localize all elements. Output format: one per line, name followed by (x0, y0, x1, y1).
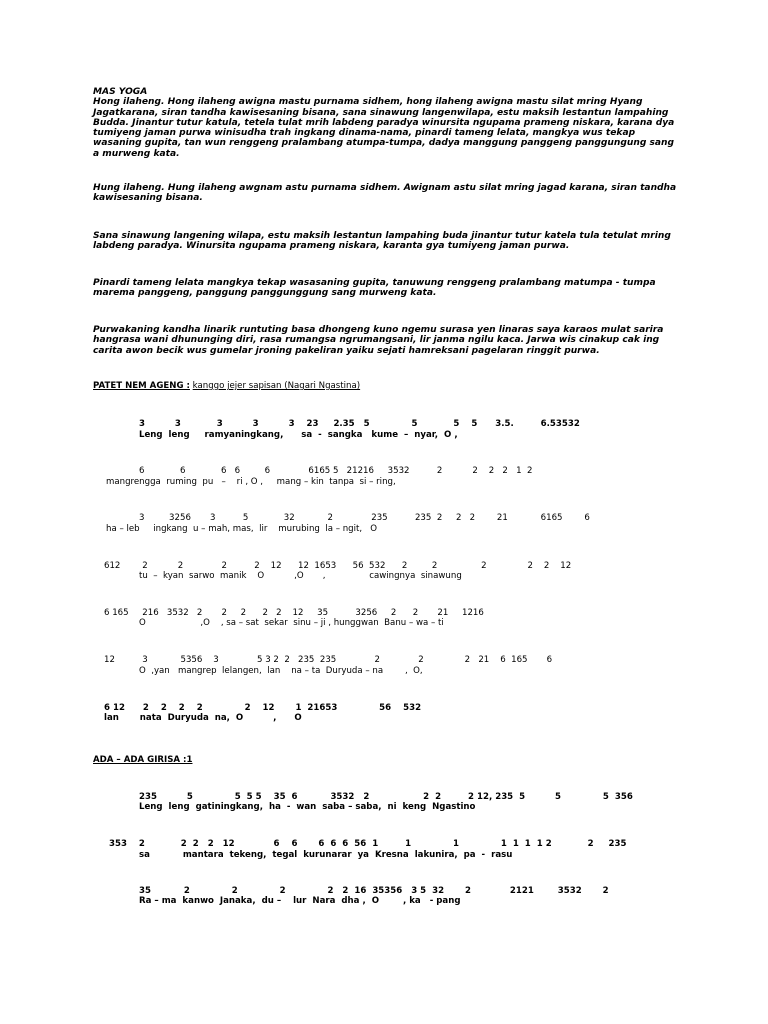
notation-line: 6 12 2 2 2 2 2 12 1 21653 56 532 (104, 703, 422, 713)
paragraph-text: Hung ilaheng. Hung ilaheng awgnam astu purnama sidhem. Awignam astu silat mring jagad karana, siran tandha kawisesaning bisana. (93, 183, 677, 204)
paragraph-text: Purwakaning kandha linarik runtuting basa dhongeng kuno ngemu surasa yen linaras saya karaos mulat sarira hangrasa wani dhununging diri, rasa rumangsa ngrumangsani, lir janma ngilu kaca. Jarwa wis cinakup cak ing carita awon becik wus gumelar jroning pakeliran yaiku sejati hamreksani pagelaran ringgit purwa. (93, 325, 664, 356)
intro-paragraph-2 (93, 183, 683, 204)
notation-line: 612 2 2 2 2 12 12 1653 56 532 2 2 2 2 2 12 (104, 561, 572, 571)
intro-paragraph-5 (93, 325, 683, 356)
lyric-line: ha – leb ingkang u – mah, mas, lir murubing la – ngit, O (106, 524, 378, 534)
notation-line: 3 3 3 3 3 23 2.35 5 5 5 5 3.5. 6.53532 (139, 419, 580, 429)
intro-paragraph-3 (93, 231, 683, 252)
lyric-line: Leng leng ramyaningkang, sa - sangka kume – nyar, O , (139, 430, 458, 440)
notation-line: 235 5 5 5 5 35 6 3532 2 2 2 2 12, 235 5 5 5 356 (139, 792, 633, 802)
intro-paragraph-1: Hong ilaheng. Hong ilaheng awigna mastu purnama sidhem, hong ilaheng awigna mastu silat mring Hyang Jagatkarana, siran tandha kawisesaning bisana, sana sinawung langenwilapa, estu maksih lestantun lampahing Budda. Jinantur tutur katula, tetela tulat mrih labdeng paradya winursita ngupama prameng niskara, karana dya tumiyeng jaman purwa winisudha trah ingkang dinama-nama, pinardi tameng lelata, mangkya wus tekap wasaning gupita, tan wun renggeng pralambang atumpa-tumpa, dadya manggung panggeng panggungung sang a murweng kata. (93, 97, 675, 159)
section-heading-patet (93, 381, 360, 391)
notation-line: 353 2 2 2 2 12 6 6 6 6 6 56 1 1 1 1 1 1 1 2 2 235 (109, 839, 627, 849)
lyric-line: tu – kyan sarwo manik O ,O , cawingnya sinawung (139, 571, 462, 581)
lyric-line: O ,yan mangrep lelangen, lan na – ta Duryuda – na , O, (139, 666, 423, 676)
lyric-line: mangrengga ruming pu – ri , O , mang – kin tanpa si – ring, (106, 477, 396, 487)
section-note: kanggo jejer sapisan (Nagari Ngastina) (192, 381, 361, 391)
lyric-line: lan nata Duryuda na, O , O (104, 713, 302, 723)
section-title: PATET NEM AGENG : (93, 381, 190, 391)
notation-line: 6 6 6 6 6 6165 5 21216 3532 2 2 2 2 1 2 (139, 466, 533, 476)
lyric-line: Ra – ma kanwo Janaka, du – lur Nara dha , O , ka - pang (139, 896, 461, 906)
lyric-line: sa mantara tekeng, tegal kurunarar ya Kresna lakunira, pa - rasu (139, 850, 513, 860)
lyric-line: Leng leng gatiningkang, ha - wan saba – saba, ni keng Ngastino (139, 802, 476, 812)
notation-line: 12 3 5356 3 5 3 2 2 235 235 2 2 2 21 6 165 6 (104, 655, 553, 665)
paragraph-text: Sana sinawung langening wilapa, estu maksih lestantun lampahing buda jinantur tutur katela tula tetulat mring labdeng paradya. Winursita ngupama prameng niskara, karanta gya tumiyeng jaman purwa. (93, 231, 671, 252)
section-heading-ada-ada (93, 755, 192, 765)
intro-paragraph-4 (93, 278, 683, 299)
intro-block (93, 87, 683, 159)
notation-line: 35 2 2 2 2 2 16 35356 3 5 32 2 2121 3532 2 (139, 886, 609, 896)
notation-line: 3 3256 3 5 32 2 235 235 2 2 2 21 6165 6 (139, 513, 590, 523)
lyric-line: O ,O , sa – sat sekar sinu – ji , hunggwan Banu – wa – ti (139, 618, 444, 628)
notation-line: 6 165 216 3532 2 2 2 2 2 12 35 3256 2 2 21 1216 (104, 608, 484, 618)
intro-title: MAS YOGA (93, 87, 148, 97)
section-title: ADA – ADA GIRISA :1 (93, 755, 193, 765)
paragraph-text: Pinardi tameng lelata mangkya tekap wasasaning gupita, tanuwung renggeng pralambang matumpa - tumpa marema panggeng, panggung panggunggung sang murweng kata. (93, 278, 656, 299)
